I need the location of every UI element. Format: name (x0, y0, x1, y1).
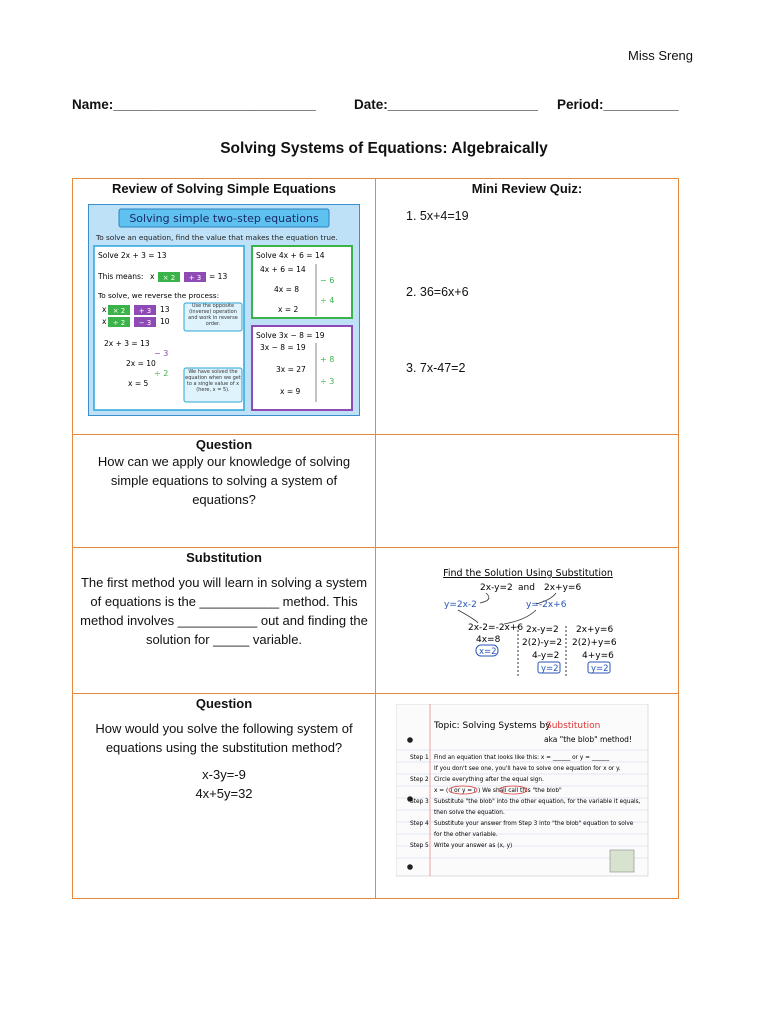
svg-text:Substitute "the blob" into the: Substitute "the blob" into the other equation, for the variable it equals, (434, 799, 641, 805)
svg-text:3x = 27: 3x = 27 (276, 365, 306, 374)
svg-text:3x − 8 = 19: 3x − 8 = 19 (260, 343, 306, 352)
note1-text: Use the opposite (inverse) operation and work in reverse order. (188, 303, 238, 327)
question2-text: How would you solve the following system of equations using the substitution method? (95, 721, 353, 755)
poster-intro: To solve an equation, find the value that makes the equation true. (96, 233, 338, 242)
quiz-item-1: 1. 5x+4=19 (406, 209, 469, 223)
substitution-text: The first method you will learn in solving a system of equations is the ___________ method. This method involves ___________ out and finding the solution for _____ variable. (80, 575, 368, 647)
substitution-diagram-cell (376, 548, 679, 694)
question1-cell (73, 435, 376, 548)
poster-title: Solving simple two-step equations (129, 212, 319, 225)
step1a: 2x + 3 = 13 (104, 339, 150, 348)
svg-text:Step 3: Step 3 (410, 799, 429, 805)
quiz-item-2: 2. 36=6x+6 (406, 285, 469, 299)
solve3-label: Solve 3x − 8 = 19 (256, 331, 325, 340)
step1b: 2x = 10 (126, 359, 156, 368)
svg-text:× 2: × 2 (112, 307, 126, 315)
svg-text:then solve the equation.: then solve the equation. (434, 810, 505, 816)
svg-text:4+y=6: 4+y=6 (582, 651, 614, 661)
svg-text:Step 5: Step 5 (410, 843, 429, 849)
reverse-label: To solve, we reverse the process: (98, 291, 220, 300)
substitution-heading: Substitution (186, 550, 262, 565)
question1-text: How can we apply our knowledge of solving simple equations to solving a system of equations? (97, 454, 351, 507)
svg-text:Circle everything after the eq: Circle everything after the equal sign. (434, 777, 544, 783)
plus3-label: + 3 (188, 274, 202, 282)
svg-text:2(2)-y=2: 2(2)-y=2 (522, 638, 563, 648)
svg-text:x: x (102, 305, 107, 314)
div2-label: ÷ 2 (112, 319, 126, 327)
header-fields (72, 97, 682, 117)
substitution-cell (73, 548, 376, 694)
notebook-topic: Topic: Solving Systems by (434, 721, 551, 731)
step1c: x = 5 (128, 379, 149, 388)
svg-text:x = ( ) or y = (: x = ( ) or y = ( ) We shall call this "the blob" (434, 788, 562, 794)
minus3-label: − 3 (138, 319, 152, 327)
diagram-combine: 2x-2=-2x+6 (468, 623, 524, 633)
answer1-cell[interactable] (376, 435, 679, 548)
notebook-cell (376, 694, 679, 899)
op1b: ÷ 2 (154, 369, 169, 378)
svg-text:Step 2: Step 2 (410, 777, 429, 783)
svg-text:y=2: y=2 (541, 664, 559, 674)
sticker-icon (610, 850, 634, 872)
quiz-heading: Mini Review Quiz: (471, 181, 583, 196)
question2-cell (73, 694, 376, 899)
period-field[interactable]: Period:__________ (557, 97, 679, 112)
notebook-aka: aka "the blob" method! (544, 735, 632, 744)
svg-text:y=2: y=2 (591, 664, 609, 674)
substitution-diagram (376, 548, 679, 688)
question2-heading: Question (195, 696, 253, 711)
svg-text:If you don't see one, you'll h: If you don't see one, you'll have to solve one equation for x or y. (434, 766, 621, 772)
means-label: This means: (98, 272, 144, 281)
note2-text: We have solved the equation when we get to a single value of x (here, x = 5). (185, 369, 241, 393)
svg-text:4-y=2: 4-y=2 (532, 651, 560, 661)
quiz-item-3: 3. 7x-47=2 (406, 361, 466, 375)
svg-text:Step 4: Step 4 (410, 821, 429, 827)
notebook-notes (396, 704, 676, 894)
svg-text:Step 1: Step 1 (410, 755, 429, 761)
question2-eq1: x-3y=-9 (202, 767, 246, 782)
diagram-right-iso: y=-2x+6 (526, 600, 567, 610)
solve1-label: Solve 2x + 3 = 13 (98, 251, 167, 260)
question2-eq2: 4x+5y=32 (195, 786, 253, 801)
svg-text:4x=8: 4x=8 (476, 635, 501, 645)
svg-text:2x+y=6: 2x+y=6 (576, 625, 614, 635)
op1a: − 3 (154, 349, 169, 358)
svg-text:4x = 8: 4x = 8 (274, 285, 300, 294)
question1-heading: Question (195, 437, 253, 452)
date-field[interactable]: Date:____________________ (354, 97, 538, 112)
svg-text:Substitute your answer from St: Substitute your answer from Step 3 into "the blob" equation to solve (434, 821, 634, 827)
review-cell (73, 179, 376, 435)
svg-text:Write your answer as (x, y): Write your answer as (x, y) (434, 843, 513, 849)
svg-text:2(2)+y=6: 2(2)+y=6 (572, 638, 617, 648)
solve2-label: Solve 4x + 6 = 14 (256, 251, 325, 260)
svg-text:and: and (518, 583, 535, 593)
svg-text:Find an equation that looks li: Find an equation that looks like this: x = ______ or y = ______ (434, 755, 610, 761)
svg-text:2x-y=2: 2x-y=2 (526, 625, 559, 635)
times2-label: × 2 (162, 274, 176, 282)
svg-text:÷ 3: ÷ 3 (320, 377, 335, 386)
notebook-topic-red: Substitution (546, 721, 601, 731)
page-title: Solving Systems of Equations: Algebraically (220, 140, 548, 157)
diagram-title: Find the Solution Using Substitution (443, 568, 613, 579)
rev2-val: 10 (160, 317, 170, 326)
quiz-cell (376, 179, 679, 435)
diagram-eq1: 2x-y=2 (480, 583, 513, 593)
svg-text:for the other variable.: for the other variable. (434, 832, 498, 838)
svg-text:+ 8: + 8 (320, 355, 335, 364)
svg-text:x = 2: x = 2 (278, 305, 299, 314)
name-field[interactable]: Name:___________________________ (72, 97, 316, 112)
two-step-equations-poster (88, 204, 360, 416)
svg-text:x: x (150, 272, 155, 281)
svg-text:x = 9: x = 9 (280, 387, 301, 396)
diagram-eq2: 2x+y=6 (544, 583, 582, 593)
teacher-name: Miss Sreng (628, 48, 694, 63)
review-heading: Review of Solving Simple Equations (112, 181, 336, 196)
svg-text:+ 3: + 3 (138, 307, 152, 315)
svg-text:x: x (102, 317, 107, 326)
rev1-val: 13 (160, 305, 170, 314)
means-eq: = 13 (209, 272, 228, 281)
svg-text:÷ 4: ÷ 4 (320, 296, 335, 305)
diagram-left-iso: y=2x-2 (444, 600, 477, 610)
svg-text:− 6: − 6 (320, 276, 335, 285)
worksheet-table (72, 178, 679, 899)
diagram-x-ans: x=2 (479, 647, 497, 657)
svg-text:4x + 6 = 14: 4x + 6 = 14 (260, 265, 306, 274)
